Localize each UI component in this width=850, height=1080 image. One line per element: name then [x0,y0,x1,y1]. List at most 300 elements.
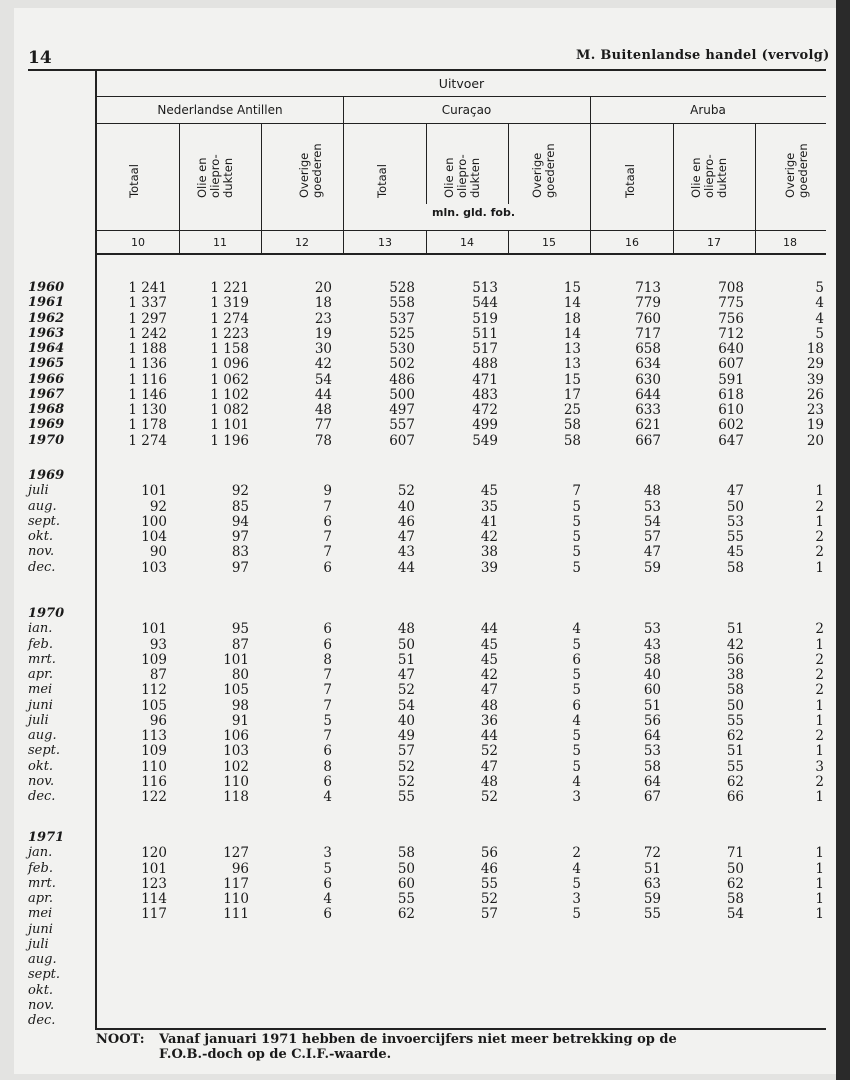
table-row [0,280,836,296]
cell-col-18: 23 [806,402,824,418]
cell-col-15: 14 [563,325,581,342]
cell-col-18: 4 [815,295,824,312]
row-label: okt. [28,758,54,774]
cell-col-14: 48 [480,773,498,790]
cell-col-10: 87 [149,667,167,683]
row-label: ian. [28,621,53,637]
cell-col-17: 42 [726,636,744,653]
table-row [0,845,836,861]
cell-col-17: 647 [718,432,744,449]
row-label: sept. [28,743,61,759]
cell-col-18: 2 [815,667,824,683]
cell-col-10: 1 188 [128,341,167,357]
footnote-prefix: NOOT: [96,1032,145,1047]
cell-col-11: 80 [231,667,249,683]
cell-col-12: 77 [314,417,332,434]
cell-col-10: 101 [141,860,167,877]
cell-col-17: 50 [726,697,744,714]
group-rule [97,123,826,124]
col-header-olie-na: Olie en oliepro- dukten [195,154,235,198]
cell-col-16: 51 [643,697,661,714]
cell-col-15: 7 [572,483,581,500]
cell-col-11: 98 [231,697,249,714]
cell-col-10: 104 [141,529,167,545]
cell-col-15: 14 [563,295,581,312]
cell-col-11: 110 [223,773,249,790]
cell-col-13: 497 [389,402,415,418]
cell-col-16: 53 [643,498,661,515]
cell-col-15: 15 [563,280,581,296]
row-label: okt. [28,982,54,998]
cell-col-17: 712 [718,325,744,342]
cell-col-14: 39 [480,559,498,576]
row-label: juni [28,697,53,713]
uitvoer-rule [97,96,826,97]
col-number: 11 [213,236,227,249]
cell-col-17: 45 [726,544,744,561]
cell-col-14: 45 [480,636,498,653]
row-label: nov. [28,773,55,789]
cell-col-12: 7 [323,498,332,515]
cell-col-15: 5 [572,513,581,530]
cell-col-13: 502 [389,356,415,373]
table-row [0,637,836,653]
cell-col-15: 5 [572,728,581,744]
row-label: 1961 [28,295,65,311]
cell-col-10: 1 241 [128,280,167,296]
cell-col-16: 64 [643,728,661,744]
cell-col-18: 26 [806,386,824,403]
cell-col-10: 100 [141,513,167,530]
cell-col-13: 58 [397,845,415,862]
cell-col-12: 6 [323,513,332,530]
cell-col-15: 4 [572,860,581,877]
cell-col-14: 42 [480,667,498,683]
cell-col-17: 62 [726,773,744,790]
cell-col-16: 58 [643,758,661,775]
cell-col-15: 58 [563,417,581,434]
cell-col-15: 5 [572,498,581,515]
group-aruba: Aruba [690,103,726,117]
cell-col-11: 110 [223,891,249,907]
cell-col-15: 3 [572,789,581,805]
cell-col-11: 111 [223,906,249,923]
cell-col-15: 3 [572,891,581,907]
cell-col-13: 51 [397,651,415,668]
cell-col-16: 64 [643,773,661,790]
cell-col-14: 36 [480,712,498,729]
cell-col-12: 4 [323,789,332,805]
row-label: 1963 [28,325,65,341]
cell-col-12: 20 [314,280,332,296]
row-label: 1967 [28,386,65,402]
cell-col-17: 55 [726,758,744,775]
cell-col-14: 549 [472,432,498,449]
cell-col-15: 2 [572,845,581,862]
col-header-totaal-na: Totaal [127,164,141,198]
cell-col-12: 18 [314,295,332,312]
row-label: sept. [28,513,61,529]
cell-col-12: 6 [323,875,332,892]
col-number: 17 [707,236,721,249]
row-label: nov. [28,997,55,1013]
cell-col-11: 118 [223,789,249,805]
cell-col-16: 760 [635,310,661,327]
cell-col-15: 18 [563,310,581,327]
cell-col-18: 1 [815,483,824,500]
cell-col-13: 530 [389,341,415,357]
cell-col-11: 1 158 [210,341,249,357]
cell-col-10: 114 [141,891,167,907]
cell-col-11: 1 274 [210,310,249,327]
cell-col-16: 630 [635,371,661,388]
table-row [0,998,836,1014]
row-label: mrt. [28,651,56,667]
cell-col-15: 5 [572,682,581,699]
running-head: M. Buitenlandse handel (vervolg) [576,48,830,63]
cell-col-18: 2 [815,728,824,744]
cell-col-13: 525 [389,325,415,342]
cell-col-14: 44 [480,621,498,638]
row-label: dec. [28,1013,56,1028]
sub-sep [508,124,509,204]
cell-col-16: 72 [643,845,661,862]
cell-col-14: 519 [472,310,498,327]
cell-col-13: 52 [397,773,415,790]
group-ned-antillen: Nederlandse Antillen [157,103,283,117]
cell-col-13: 62 [397,906,415,923]
cell-col-13: 557 [389,417,415,434]
cell-col-10: 1 116 [128,371,167,388]
sub-sep [261,124,262,254]
cell-col-12: 30 [314,341,332,357]
cell-col-13: 47 [397,529,415,545]
cell-col-16: 713 [635,280,661,296]
col-header-overige-aru: Overige goederen [783,143,810,198]
cell-col-17: 51 [726,621,744,638]
cell-col-12: 42 [314,356,332,373]
cell-col-16: 621 [635,417,661,434]
cell-col-16: 53 [643,621,661,638]
cell-col-12: 23 [314,310,332,327]
sub-sep [755,124,756,254]
col-header-olie-cur: Olie en oliepro- dukten [442,154,482,198]
cell-col-13: 48 [397,621,415,638]
cell-col-10: 1 242 [128,325,167,342]
cell-col-14: 56 [480,845,498,862]
cell-col-16: 47 [643,544,661,561]
cell-col-10: 123 [141,875,167,892]
cell-col-12: 6 [323,906,332,923]
cell-col-18: 19 [806,417,824,434]
cell-col-11: 117 [223,875,249,892]
cell-col-12: 7 [323,728,332,744]
cell-col-17: 607 [718,356,744,373]
cell-col-10: 103 [141,559,167,576]
cell-col-11: 102 [223,758,249,775]
table-row [0,728,836,744]
cell-col-10: 1 146 [128,386,167,403]
cell-col-17: 62 [726,875,744,892]
cell-col-12: 6 [323,773,332,790]
table-row [0,499,836,515]
cell-col-11: 1 319 [210,295,249,312]
cell-col-13: 54 [397,697,415,714]
cell-col-10: 96 [149,712,167,729]
cell-col-15: 5 [572,758,581,775]
cell-col-16: 55 [643,906,661,923]
cell-col-18: 1 [815,697,824,714]
cell-col-14: 47 [480,682,498,699]
cell-col-14: 499 [472,417,498,434]
table-row [0,937,836,953]
cell-col-15: 5 [572,559,581,576]
row-label: 1968 [28,402,65,417]
cell-col-16: 63 [643,875,661,892]
cell-col-11: 103 [223,743,249,760]
cell-col-17: 640 [718,341,744,357]
table-row [0,621,836,637]
cell-col-17: 58 [726,891,744,907]
row-label: mrt. [28,875,56,891]
cell-col-12: 7 [323,697,332,714]
table-row [0,713,836,729]
row-label: mei [28,682,53,698]
row-label: sept. [28,967,61,983]
cell-col-12: 8 [323,651,332,668]
cell-col-12: 6 [323,559,332,576]
table-row [0,682,836,698]
cell-col-17: 618 [718,386,744,403]
cell-col-18: 3 [815,758,824,775]
cell-col-14: 38 [480,544,498,561]
row-label: aug. [28,728,57,743]
cell-col-12: 6 [323,621,332,638]
row-label: jan. [28,845,53,861]
col-number: 12 [295,236,309,249]
cell-col-12: 8 [323,758,332,775]
cell-col-12: 6 [323,743,332,760]
cell-col-16: 67 [643,789,661,805]
cell-col-14: 47 [480,758,498,775]
cell-col-18: 39 [806,371,824,388]
cell-col-13: 57 [397,743,415,760]
cell-col-15: 5 [572,529,581,545]
table-row [0,341,836,357]
cell-col-14: 471 [472,371,498,388]
cell-col-17: 38 [726,667,744,683]
cell-col-12: 5 [323,712,332,729]
table-row [0,417,836,433]
row-label: aug. [28,498,57,514]
cell-col-12: 7 [323,682,332,699]
cell-col-10: 92 [149,498,167,515]
table-row [0,311,836,327]
cell-col-10: 105 [141,697,167,714]
table-row [0,861,836,877]
table-row [0,387,836,403]
cell-col-16: 51 [643,860,661,877]
table-row [0,372,836,388]
table-row [0,759,836,775]
cell-col-10: 1 130 [128,402,167,418]
cell-col-15: 25 [563,402,581,418]
cell-col-14: 517 [472,341,498,357]
row-label: juni [28,921,53,937]
row-label: 1970 [28,432,65,448]
cell-col-12: 7 [323,544,332,561]
table-row [0,743,836,759]
cell-col-12: 6 [323,636,332,653]
cell-col-18: 1 [815,559,824,576]
cell-col-11: 87 [231,636,249,653]
cell-col-10: 117 [141,906,167,923]
cell-col-15: 58 [563,432,581,449]
cell-col-15: 4 [572,621,581,638]
cell-col-11: 106 [223,728,249,744]
cell-col-18: 2 [815,498,824,515]
cell-col-14: 52 [480,789,498,805]
cell-col-10: 1 136 [128,356,167,373]
cell-col-12: 5 [323,860,332,877]
top-rule [28,69,826,71]
row-label: apr. [28,891,53,906]
cell-col-18: 1 [815,636,824,653]
row-label: 1966 [28,371,65,387]
cell-col-15: 4 [572,773,581,790]
cell-col-11: 94 [231,513,249,530]
row-label: feb. [28,636,53,652]
cell-col-14: 45 [480,483,498,500]
cell-col-18: 1 [815,712,824,729]
table-row [0,952,836,968]
cell-col-17: 756 [718,310,744,327]
cell-col-11: 1 223 [210,325,249,342]
cell-col-11: 1 082 [210,402,249,418]
cell-col-13: 558 [389,295,415,312]
footnote-line-2: F.O.B.-doch op de C.I.F.-waarde. [159,1047,392,1062]
table-row [0,967,836,983]
cell-col-13: 40 [397,712,415,729]
cell-col-13: 52 [397,682,415,699]
table-row [0,698,836,714]
cell-col-15: 13 [563,341,581,357]
cell-col-11: 97 [231,559,249,576]
cell-col-17: 55 [726,712,744,729]
cell-col-16: 59 [643,891,661,907]
cell-col-12: 3 [323,845,332,862]
cell-col-11: 96 [231,860,249,877]
footnote-line-1: Vanaf januari 1971 hebben de invoercijfers niet meer betrekking op de [159,1032,677,1047]
cell-col-17: 51 [726,743,744,760]
cell-col-11: 95 [231,621,249,638]
cell-col-13: 607 [389,432,415,449]
cell-col-13: 60 [397,875,415,892]
table-row [0,983,836,999]
cell-col-18: 2 [815,529,824,545]
cell-col-16: 658 [635,341,661,357]
cell-col-14: 44 [480,728,498,744]
sub-sep [508,230,509,254]
cell-col-14: 55 [480,875,498,892]
row-label: dec. [28,789,56,804]
cell-col-12: 7 [323,529,332,545]
cell-col-18: 1 [815,891,824,907]
cell-col-16: 667 [635,432,661,449]
colno-top-rule [97,230,826,231]
cell-col-18: 1 [815,875,824,892]
row-label: 1964 [28,341,65,356]
col-header-totaal-cur: Totaal [375,164,389,198]
cell-col-13: 49 [397,728,415,744]
cell-col-10: 109 [141,743,167,760]
cell-col-17: 602 [718,417,744,434]
group-curacao: Curaçao [441,103,492,117]
cell-col-15: 5 [572,544,581,561]
cell-col-13: 44 [397,559,415,576]
cell-col-11: 91 [231,712,249,729]
cell-col-18: 18 [806,341,824,357]
cell-col-17: 56 [726,651,744,668]
cell-col-10: 1 178 [128,417,167,434]
col-header-overige-na: Overige goederen [297,143,324,198]
cell-col-14: 488 [472,356,498,373]
cell-col-17: 58 [726,559,744,576]
cell-col-11: 83 [231,544,249,561]
cell-col-17: 55 [726,529,744,545]
table-row [0,326,836,342]
cell-col-14: 42 [480,529,498,545]
row-label: apr. [28,667,53,682]
cell-col-13: 528 [389,280,415,296]
cell-col-16: 48 [643,483,661,500]
cell-col-18: 2 [815,682,824,699]
cell-col-15: 5 [572,667,581,683]
table-row [0,876,836,892]
col-number: 18 [783,236,797,249]
footnote [96,1032,677,1062]
cell-col-16: 56 [643,712,661,729]
cell-col-10: 120 [141,845,167,862]
cell-col-17: 610 [718,402,744,418]
row-label: juli [28,712,49,728]
section-heading: 1969 [28,468,65,483]
row-label: nov. [28,544,55,560]
cell-col-10: 93 [149,636,167,653]
cell-col-18: 1 [815,513,824,530]
table-row [0,483,836,499]
cell-col-17: 47 [726,483,744,500]
cell-col-18: 2 [815,621,824,638]
col-header-overige-cur: Overige goederen [530,143,557,198]
row-label: mei [28,906,53,922]
cell-col-16: 59 [643,559,661,576]
cell-col-10: 113 [141,728,167,744]
col-number: 16 [625,236,639,249]
cell-col-17: 50 [726,860,744,877]
page-edge-shadow [836,0,850,1080]
cell-col-17: 50 [726,498,744,515]
cell-col-13: 537 [389,310,415,327]
cell-col-14: 35 [480,498,498,515]
cell-col-10: 1 337 [128,295,167,312]
cell-col-13: 50 [397,860,415,877]
cell-col-13: 500 [389,386,415,403]
cell-col-15: 5 [572,906,581,923]
cell-col-10: 110 [141,758,167,775]
cell-col-13: 52 [397,483,415,500]
bottom-rule [95,1028,826,1030]
